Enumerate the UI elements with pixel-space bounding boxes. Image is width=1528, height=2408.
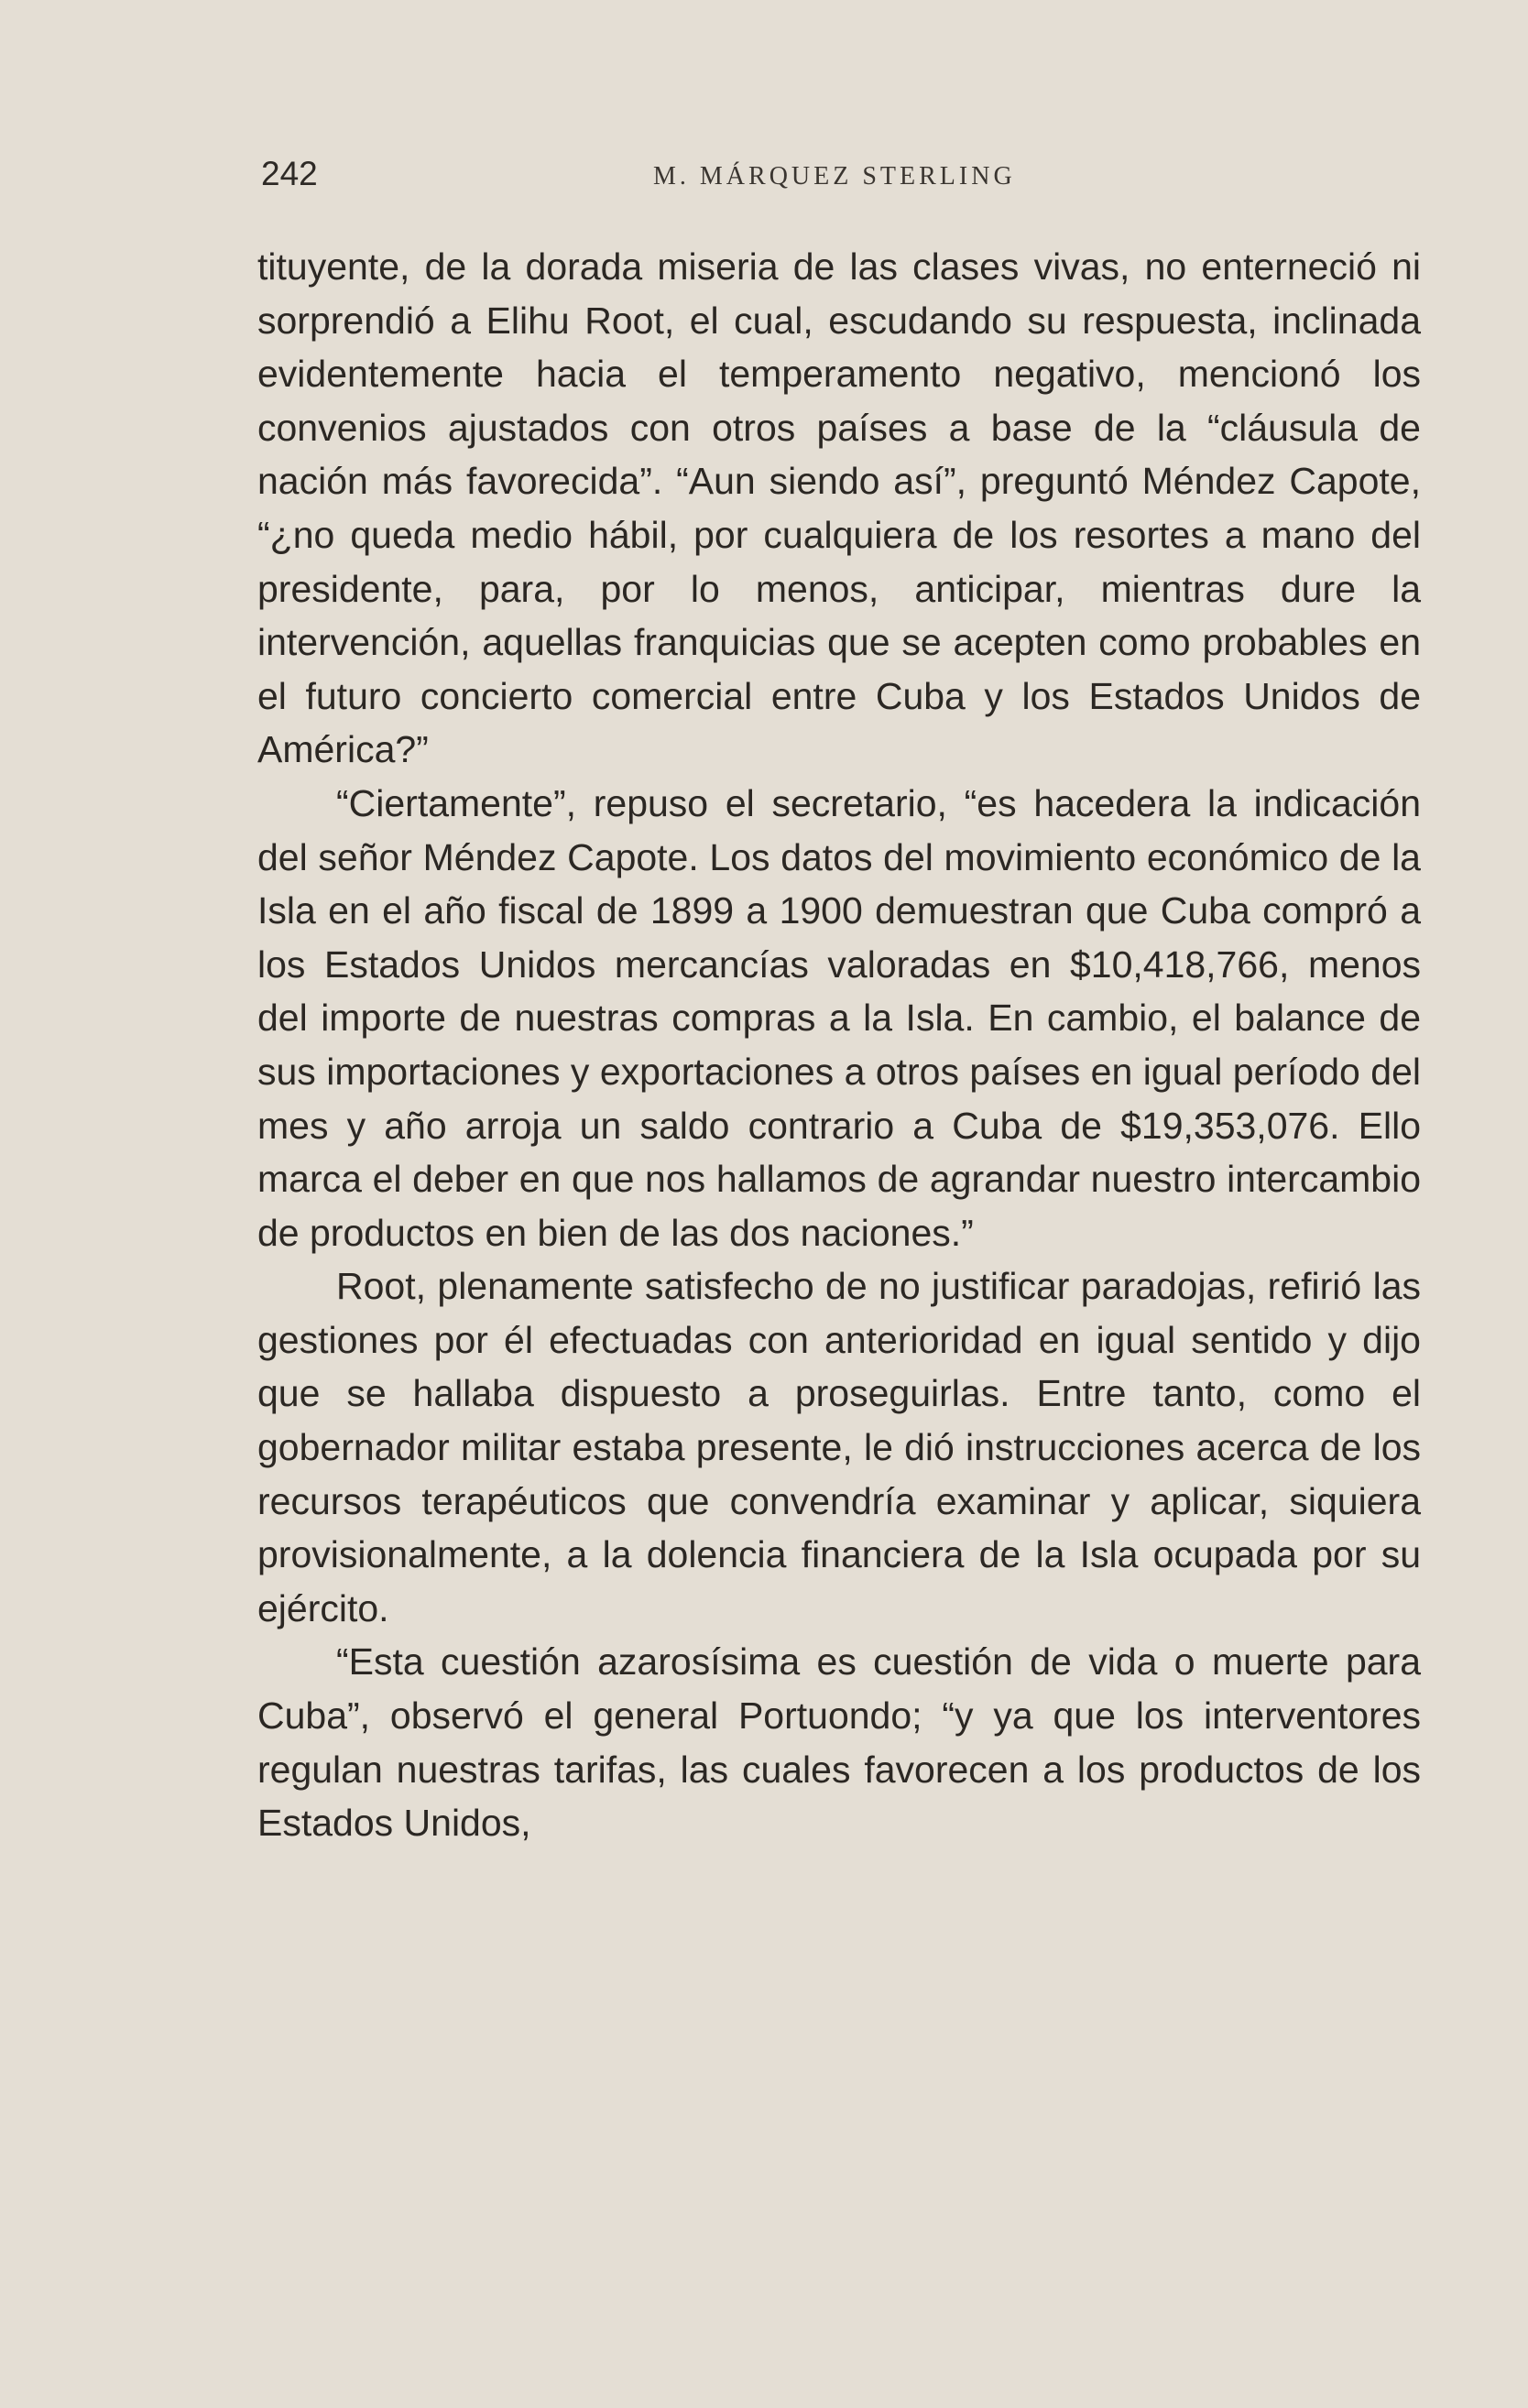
paragraph-2: “Ciertamente”, repuso el secretario, “es hacedera la indicación del señor Méndez Capote. Los datos del movimiento económico de la Isla en el año fiscal de 1899 a 1900 demuestran que Cuba compró a los Estados Unidos mercancías valoradas en $10,418,766, menos del importe de nuestras compras a la Isla. En cambio, el balance de sus importaciones y exportaciones a otros países en igual período del mes y año arroja un saldo contrario a Cuba de $19,353,076. Ello marca el deber en que nos hallamos de agrandar nuestro intercambio de productos en bien de las dos naciones.” (257, 781, 1421, 1254)
body-text (257, 240, 1421, 1850)
paragraph-3: Root, plenamente satisfecho de no justificar paradojas, refirió las gestiones por él efectuadas con anterioridad en igual sentido y dijo que se hallaba dispuesto a proseguirlas. Entre tanto, como el gobernador militar estaba presente, le dió instrucciones acerca de los recursos terapéuticos que convendría examinar y aplicar, siquiera provisionalmente, a la dolencia financiera de la Isla ocupada por su ejército. (257, 1265, 1421, 1629)
running-head (257, 151, 1421, 206)
running-title: M. MÁRQUEZ STERLING (653, 162, 1016, 191)
page-number: 242 (261, 155, 318, 192)
paragraph-4: “Esta cuestión azarosísima es cuestión de vida o muerte para Cuba”, observó el general Portuondo; “y ya que los interventores regulan nuestras tarifas, las cuales favorecen a los productos de los Estados Unidos, (257, 1640, 1421, 1845)
paragraph-1: tituyente, de la dorada miseria de las clases vivas, no enterneció ni sorprendió a Elihu Root, el cual, escudando su respuesta, inclinada evidentemente hacia el temperamento negativo, mencionó los convenios ajustados con otros países a base de la “cláusula de nación más favorecida”. “Aun siendo así”, preguntó Méndez Capote, “¿no queda medio hábil, por cualquiera de los resortes a mano del presidente, para, por lo menos, anticipar, mientras dure la intervención, aquellas franquicias que se acepten como probables en el futuro concierto comercial entre Cuba y los Estados Unidos de América?” (257, 245, 1421, 771)
